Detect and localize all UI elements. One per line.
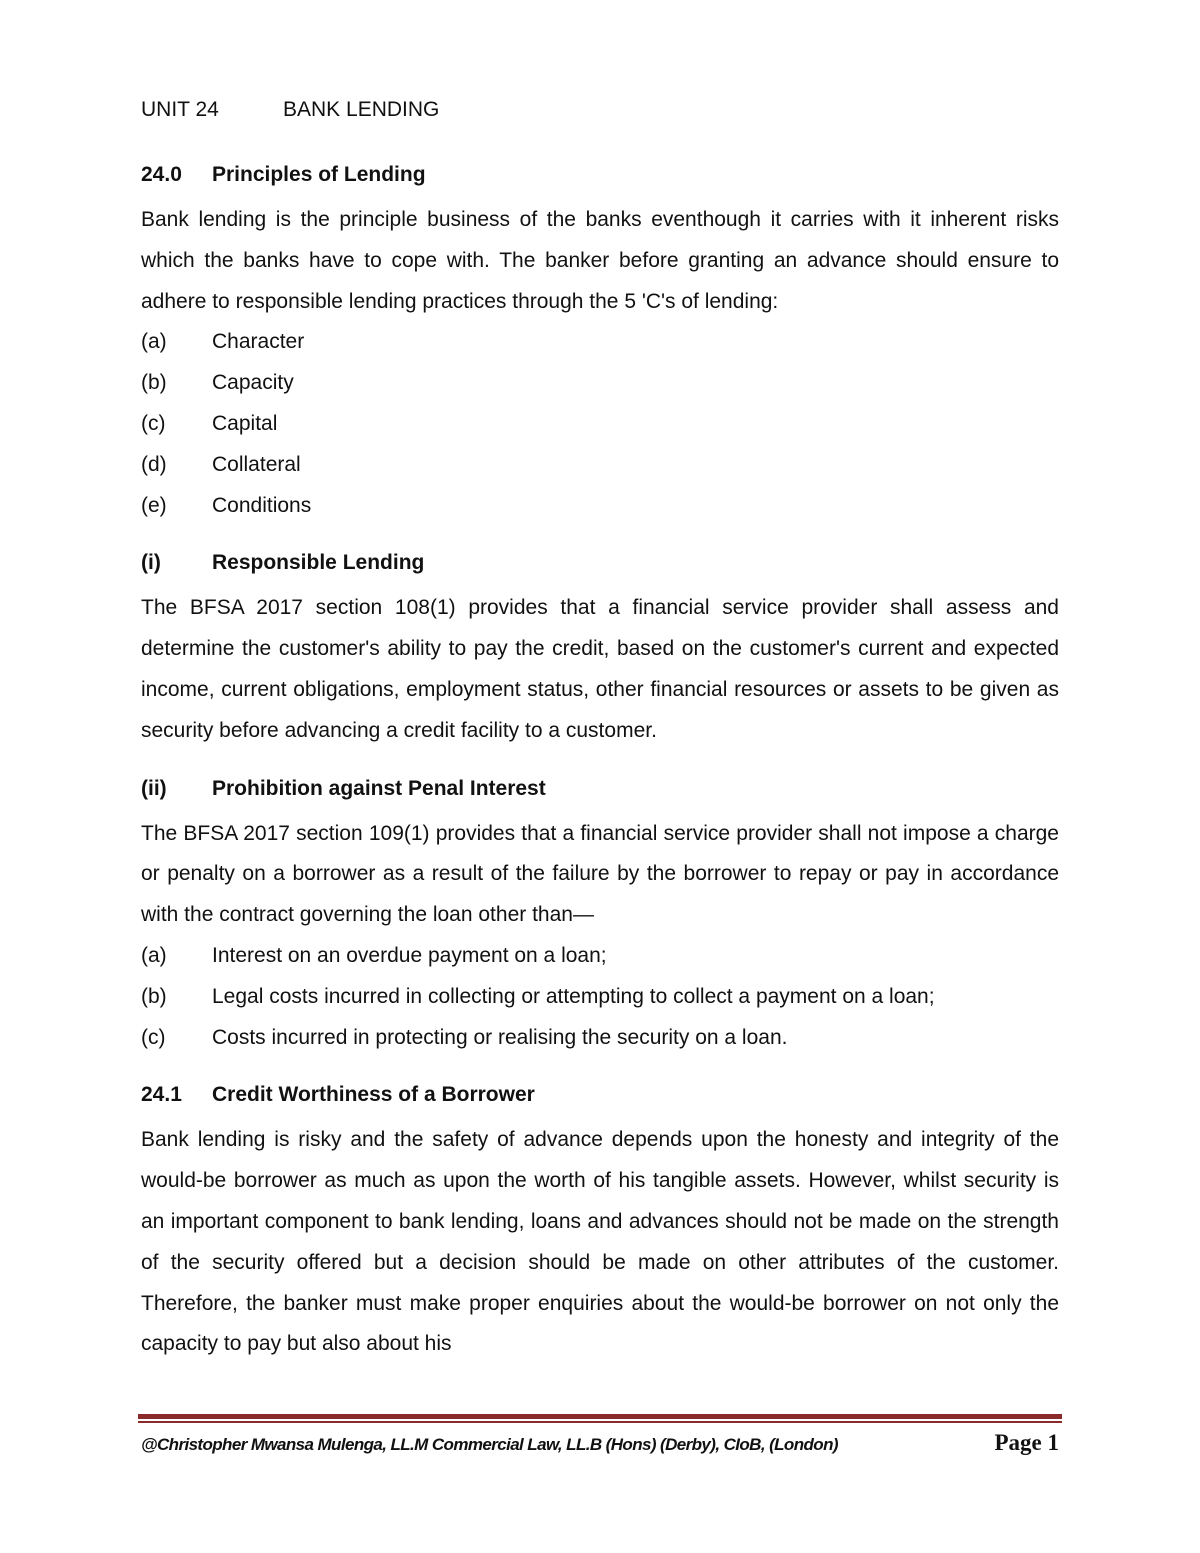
section-responsible-lending [141,548,1059,751]
section-number: (ii) [141,776,167,800]
section-heading [141,1080,1059,1110]
list-item [141,445,1059,486]
section-paragraph: Bank lending is the principle business of the banks eventhough it carries with it inherent risks which the banks have to cope with. The banker before granting an advance should ensure to adhere to responsible lending practices through the 5 'C's of lending: [141,208,1059,313]
list-item [141,1018,1059,1059]
footer-rule-thin [138,1421,1062,1423]
list-text: Legal costs incurred in collecting or attempting to collect a payment on a loan; [212,984,935,1008]
list-marker: (a) [141,330,167,354]
list-item [141,486,1059,527]
footer-rule [138,1414,1062,1419]
section-paragraph: The BFSA 2017 section 108(1) provides that a financial service provider shall assess and determine the customer's ability to pay the credit, based on the customer's current and expected income, current obligations, employment status, other financial resources or assets to be given as security before advancing a credit facility to a customer. [141,596,1059,742]
section-title: Responsible Lending [212,551,425,575]
section-credit-worthiness [141,1080,1059,1365]
footer-credit: @Christopher Mwansa Mulenga, LL.M Commercial Law, LL.B (Hons) (Derby), CIoB, (London) [141,1435,838,1454]
list-item [141,936,1059,977]
section-number: 24.1 [141,1083,182,1107]
list-item [141,404,1059,445]
section-heading [141,548,1059,578]
list-text: Capital [212,411,278,435]
section-heading [141,774,1059,804]
section-paragraph: The BFSA 2017 section 109(1) provides that a financial service provider shall not impose a charge or penalty on a borrower as a result of the failure by the borrower to repay or pay in accordance with the contract governing the loan other than— [141,821,1059,927]
list-text: Costs incurred in protecting or realising the security on a loan. [212,1025,788,1049]
list-marker: (c) [141,411,166,435]
list-marker: (b) [141,371,167,395]
list-text: Interest on an overdue payment on a loan; [212,943,607,967]
page-number: Page 1 [994,1430,1059,1455]
section-number: (i) [141,551,161,575]
section-paragraph: Bank lending is risky and the safety of advance depends upon the honesty and integrity of the would-be borrower as much as upon the worth of his tangible assets. However, whilst security is an important component to bank lending, loans and advances should not be made on the strength of the security offered but a decision should be made on other attributes of the customer. Therefore, the banker must make proper enquiries about the would-be borrower on not only the capacity to pay but also about his [141,1128,1059,1356]
unit-number: UNIT 24 [141,98,219,121]
list-text: Conditions [212,493,312,517]
section-heading [141,160,1059,190]
page-footer [141,1430,1059,1456]
list-marker: (d) [141,452,167,476]
list-item [141,977,1059,1018]
list-marker: (c) [141,1025,166,1049]
list-marker: (a) [141,943,167,967]
list-marker: (e) [141,493,167,517]
section-principles-of-lending [141,160,1059,526]
list-text: Collateral [212,452,301,476]
list-item [141,322,1059,363]
unit-title: BANK LENDING [283,98,440,121]
list-item [141,363,1059,404]
list-text: Character [212,330,305,354]
section-title: Credit Worthiness of a Borrower [212,1083,535,1107]
section-title: Principles of Lending [212,163,426,186]
unit-heading [141,95,1059,125]
list-text: Capacity [212,371,294,395]
section-penal-interest [141,774,1059,1059]
document-page [141,95,1059,1365]
section-title: Prohibition against Penal Interest [212,776,546,800]
section-number: 24.0 [141,163,182,186]
list-marker: (b) [141,984,167,1008]
